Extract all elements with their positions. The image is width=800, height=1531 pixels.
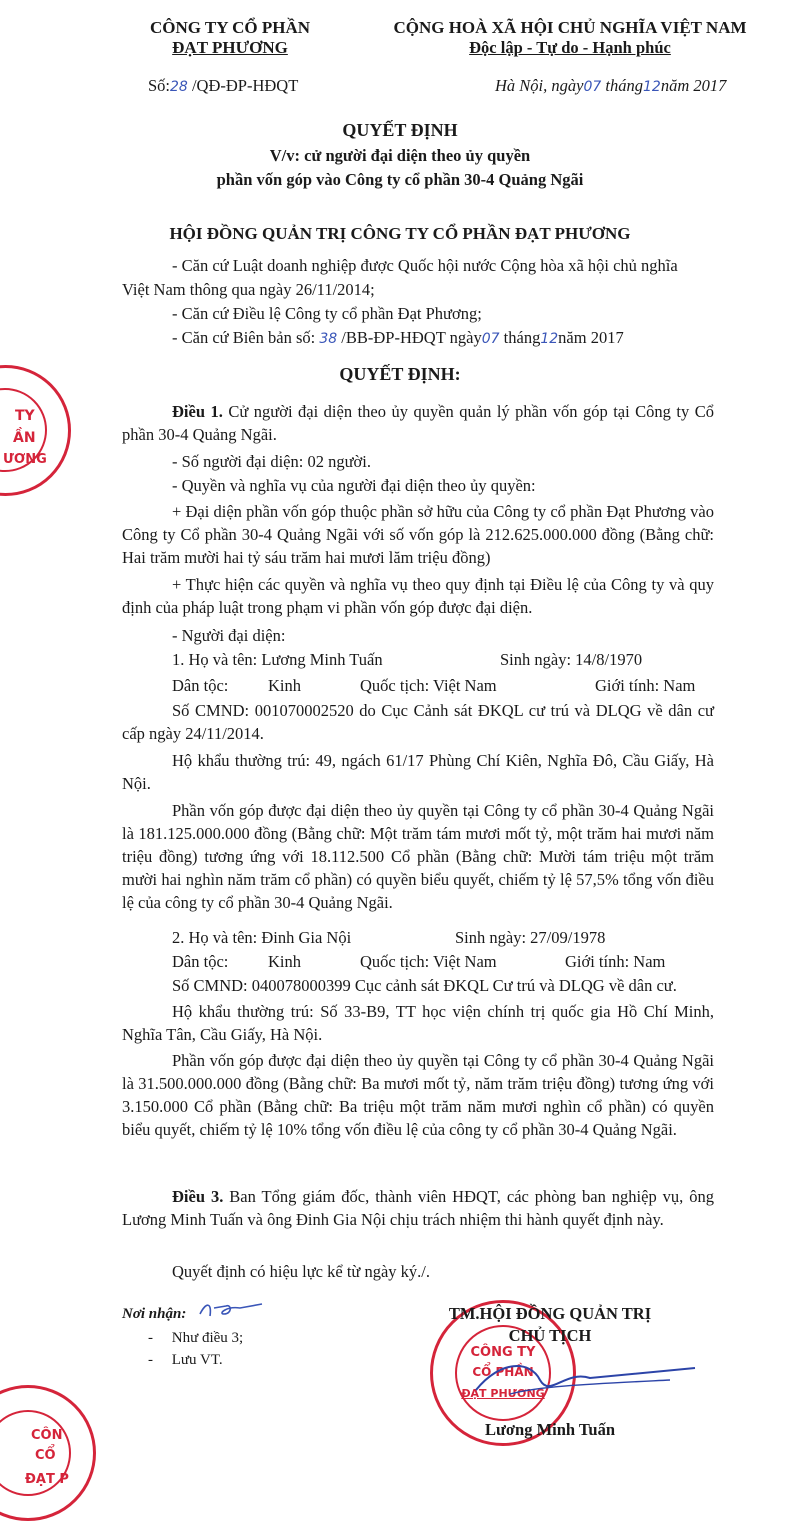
document-number: Số:28 /QĐ-ĐP-HĐQT <box>148 76 299 95</box>
rep2-ethnic-label: Dân tộc: <box>172 952 229 971</box>
document-subject-2: phần vốn góp vào Công ty cổ phần 30-4 Quảng Ngãi <box>216 170 584 189</box>
handwritten-month: 12 <box>540 331 559 347</box>
basis-1: - Căn cứ Luật doanh nghiệp được Quốc hội nước Cộng hòa xã hội chủ nghĩa <box>172 256 678 275</box>
handwritten-minutes-number: 38 <box>319 331 338 347</box>
seal-text: CÔN <box>31 1428 63 1443</box>
rep1-capital: Phần vốn góp được đại diện theo ủy quyền tại Công ty cổ phần 30-4 Quảng Ngãi là 181.125.000.000 đồng (Bằng chữ: Một trăm tám mươi mốt tỷ, một trăm hai mươi năm triệu đồng) tương ứng với 18.112.500 Cổ phần (Bằng chữ: Mười tám triệu một trăm mười hai nghìn năm trăm cổ phần) có quyền biểu quyết, chiếm tỷ lệ 57,5% tổng vốn điều lệ của công ty cổ phần 30-4 Quảng Ngãi. <box>122 801 714 912</box>
handwritten-month: 12 <box>643 79 661 95</box>
board-heading: HỘI ĐỒNG QUẢN TRỊ CÔNG TY CỔ PHẦN ĐẠT PHƯƠNG <box>169 224 631 243</box>
handwritten-number: 28 <box>170 79 188 95</box>
rep2-name: 2. Họ và tên: Đinh Gia Nội <box>172 928 352 947</box>
signer-name: Lương Minh Tuấn <box>484 1420 616 1439</box>
rep1-ethnic: Kinh <box>268 676 301 695</box>
seal-text: ƯƠNG <box>3 452 47 467</box>
basis-1-cont: Việt Nam thông qua ngày 26/11/2014; <box>122 280 375 299</box>
handwritten-day: 07 <box>583 79 602 95</box>
basis-2: - Căn cứ Điều lệ Công ty cổ phần Đạt Phương; <box>172 304 482 323</box>
rep1-dob: Sinh ngày: 14/8/1970 <box>500 650 643 669</box>
nation-title: CỘNG HOÀ XÃ HỘI CHỦ NGHĨA VIỆT NAM <box>393 18 747 37</box>
rep2-address: Hộ khẩu thường trú: Số 33-B9, TT học viện chính trị quốc gia Hồ Chí Minh, Nghĩa Tân, Cầu Giấy, Hà Nội. <box>122 1002 714 1044</box>
document-date: Hà Nội, ngày07 tháng12năm 2017 <box>495 76 727 95</box>
document-subject: V/v: cử người đại diện theo ủy quyền <box>269 146 531 165</box>
seal-text: ẦN <box>13 430 36 446</box>
rep1-nationality: Quốc tịch: Việt Nam <box>360 676 497 695</box>
nation-motto: Độc lập - Tự do - Hạnh phúc <box>469 38 671 57</box>
recipient-item: - Lưu VT. <box>148 1352 223 1368</box>
article-3: Điều 3. Ban Tổng giám đốc, thành viên HĐQT, các phòng ban nghiệp vụ, ông Lương Minh Tuấn và ông Đinh Gia Nội chịu trách nhiệm thi hành quyết định này. <box>122 1187 715 1229</box>
effective-clause: Quyết định có hiệu lực kể từ ngày ký./. <box>172 1262 430 1281</box>
chairman-signature <box>470 1350 700 1410</box>
handwritten-day: 07 <box>481 331 500 347</box>
signature-role: CHỦ TỊCH <box>508 1326 592 1345</box>
rep1-ethnic-label: Dân tộc: <box>172 676 229 695</box>
rep1-gender: Giới tính: Nam <box>595 676 696 695</box>
article-1: Điều 1. Cử người đại diện theo ủy quyền quản lý phần vốn góp tại Công ty Cổ phần 30-4 Quảng Ngãi. <box>122 402 714 444</box>
rep2-gender: Giới tính: Nam <box>565 952 666 971</box>
rep2-nationality: Quốc tịch: Việt Nam <box>360 952 497 971</box>
rep1-name: 1. Họ và tên: Lương Minh Tuấn <box>172 650 383 669</box>
rep2-id: Số CMND: 040078000399 Cục cảnh sát ĐKQL Cư trú và DLQG về dân cư. <box>172 976 677 995</box>
rep1-address: Hộ khẩu thường trú: 49, ngách 61/17 Phùng Chí Kiên, Nghĩa Đô, Cầu Giấy, Hà Nội. <box>122 751 714 793</box>
rep2-capital: Phần vốn góp được đại diện theo ủy quyền tại Công ty cổ phần 30-4 Quảng Ngãi là 31.500.000.000 đồng (Bằng chữ: Ba mươi mốt tỷ, năm trăm triệu đồng) tương ứng với 3.150.000 Cổ phần (Bằng chữ: Ba triệu một trăm năm mươi nghìn cổ phần) có quyền biểu quyết, chiếm tỷ lệ 10% tổng vốn điều lệ của công ty cổ phần 30-4 Quảng Ngãi. <box>122 1051 714 1139</box>
company-seal-bottom-left <box>0 1385 96 1521</box>
seal-text: CỔ PHẦN <box>472 1365 534 1379</box>
reps-heading: - Người đại diện: <box>172 626 286 645</box>
right-2: + Thực hiện các quyền và nghĩa vụ theo quy định tại Điều lệ của Công ty và quy định của pháp luật trong phạm vi phần vốn góp được đại diện. <box>122 575 714 617</box>
right-1: + Đại diện phần vốn góp thuộc phần sở hữu của Công ty cổ phần Đạt Phương vào Công ty Cổ phần 30-4 Quảng Ngãi với số vốn góp là 212.625.000.000 đồng (Bằng chữ: Hai trăm mười hai tỷ sáu trăm hai mươi lăm triệu đồng) <box>122 502 714 567</box>
decision-heading: QUYẾT ĐỊNH: <box>339 364 461 384</box>
seal-text: ĐẠT PHƯƠNG <box>461 1387 545 1400</box>
signature-title: TM.HỘI ĐỒNG QUẢN TRỊ <box>448 1304 652 1323</box>
rep-count: - Số người đại diện: 02 người. <box>172 452 371 471</box>
recipients-label: Nơi nhận: <box>122 1306 187 1322</box>
company-name: CÔNG TY CỔ PHẦN <box>149 18 311 37</box>
recipient-item: - Như điều 3; <box>148 1330 244 1346</box>
basis-3: - Căn cứ Biên bản số: 38 /BB-ĐP-HĐQT ngày07 tháng12năm 2017 <box>172 328 624 347</box>
seal-text: ĐẠT P <box>25 1472 69 1487</box>
document-title: QUYẾT ĐỊNH <box>342 120 458 140</box>
company-name-2: ĐẠT PHƯƠNG <box>172 38 288 57</box>
rep2-dob: Sinh ngày: 27/09/1978 <box>455 928 606 947</box>
seal-text: CỔ <box>35 1448 56 1463</box>
rep2-ethnic: Kinh <box>268 952 301 971</box>
seal-text: CÔNG TY <box>470 1345 536 1360</box>
initials-signature <box>196 1298 266 1322</box>
rights-heading: - Quyền và nghĩa vụ của người đại diện theo ủy quyền: <box>172 476 536 495</box>
seal-text: TY <box>15 408 35 424</box>
rep1-id: Số CMND: 001070002520 do Cục Cảnh sát ĐKQL cư trú và DLQG về dân cư cấp ngày 24/11/2014. <box>122 701 714 743</box>
